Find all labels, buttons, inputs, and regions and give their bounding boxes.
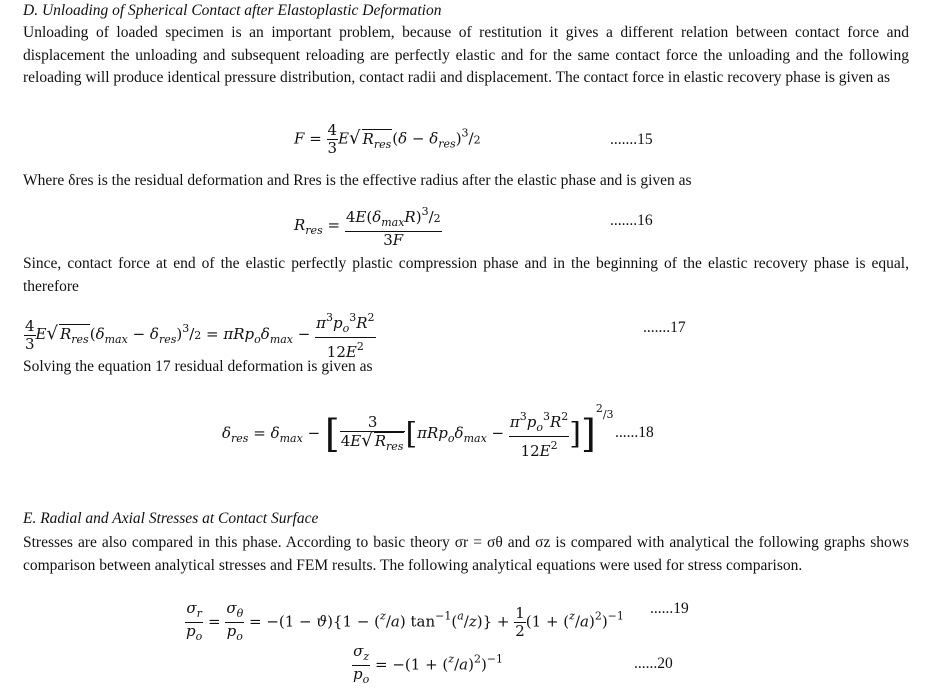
section-d-paragraph-3: Since, contact force at end of the elastic perfectly plastic compression phase and in the beginning of the elastic recovery phase is equal, therefore <box>23 255 909 295</box>
equation-17-number: .......17 <box>643 319 686 336</box>
equation-20: $\frac{\sigma_z}{p_o}$ = $-(1 + (^z/a)^2)^{-1}$ <box>353 642 504 686</box>
equation-15: F = $\frac{4}{3}$ E√ $R_{res}(\delta - \delta_{res})^3/2$ <box>294 121 481 157</box>
equation-17: $\frac{4}{3}$ E√ $R_{res}(\delta_{max} - \delta_{res})^3/2 = \pi Rp_o\delta_{max}$ − $\frac{\pi^3p_o^3R^2}{12E^2}$ <box>25 311 375 361</box>
section-e-heading: E. Radial and Axial Stresses at Contact Surface <box>23 510 319 527</box>
section-d-heading: D. Unloading of Spherical Contact after Elastoplastic Deformation <box>23 2 442 19</box>
equation-19-number: ......19 <box>650 600 689 617</box>
equation-15-number: .......15 <box>610 131 653 148</box>
section-d-paragraph-2: Where δres is the residual deformation and Rres is the effective radius after the elastic phase and is given as <box>23 172 692 189</box>
equation-20-number: ......20 <box>634 655 673 672</box>
section-d-paragraph-4: Solving the equation 17 residual deformation is given as <box>23 358 373 375</box>
equation-19: $\frac{\sigma_r}{p_o}$ = $\frac{\sigma_\theta}{p_o}$ = −(1 − ϑ){1 − ($^z$/a) $\tan^{-1}(^a/z)$} + $\frac{1}{2}$ $(1 + (^z/a)^2)^{-1}$ <box>186 599 624 643</box>
equation-16: $R_{res}$ = $\frac{4E(\delta_{max}R)^3/2}{3F}$ <box>294 205 441 249</box>
section-d-paragraph-1: Unloading of loaded specimen is an important problem, because of restitution it gives a different relation between contact force and displacement the unloading and subsequent reloading are perfectly elastic and for the same contact force the unloading and the following reloading will produce identical pressure distribution, contact radii and displacement. The contact force in elastic recovery phase is given as <box>23 24 909 87</box>
equation-16-number: .......16 <box>610 212 653 229</box>
section-e-paragraph-1: Stresses are also compared in this phase. According to basic theory σr = σθ and σz is compared with analytical the following graphs shows comparison between analytical stresses and FEM results. The following analytical equations were used for stress comparison. <box>23 534 909 574</box>
equation-18-number: ......18 <box>615 424 654 441</box>
equation-18: $\delta_{res} = \delta_{max}$ − [ $\frac{3}{4E√ R_{res}}$ [$\pi Rp_o\delta_{max}$ − $\frac{\pi^3p_o^3R^2}{12E^2}$ ]]$^{2/3}$ <box>222 402 614 460</box>
